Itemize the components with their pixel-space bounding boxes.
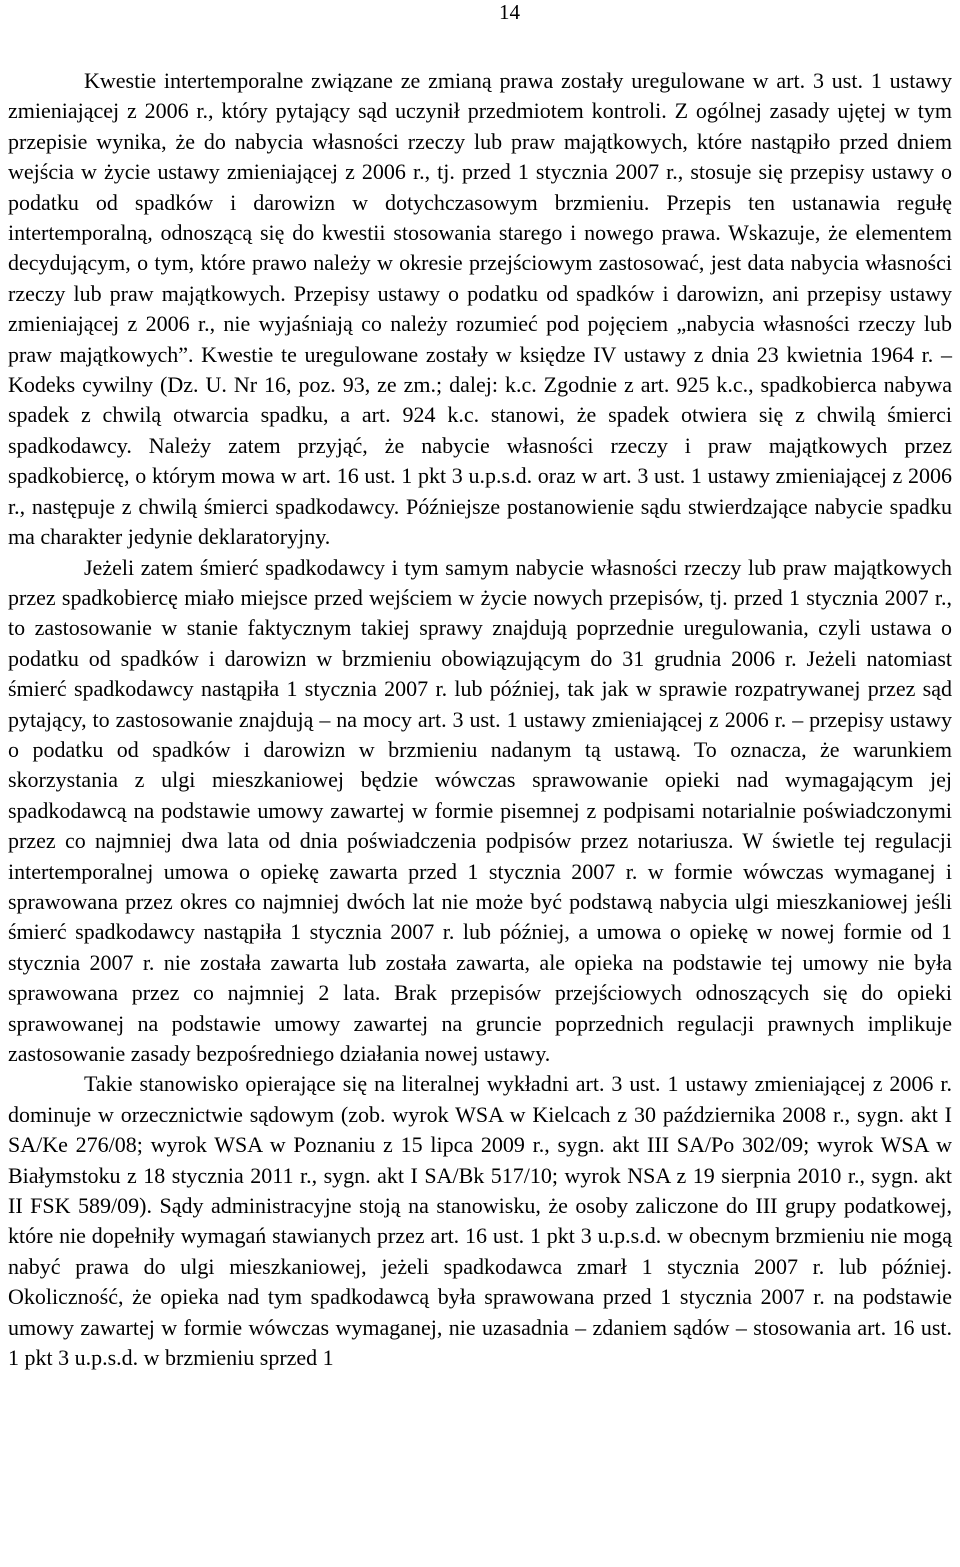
- paragraph-intertemporal-rules: Kwestie intertemporalne związane ze zmianą prawa zostały uregulowane w art. 3 ust. 1 ustawy zmieniającej z 2006 r., który pytający sąd uczynił przedmiotem kontroli. Z ogólnej zasady ujętej w tym przepisie wynika, że do nabycia własności rzeczy lub praw majątkowych, które nastąpiło przed dniem wejścia w życie ustawy zmieniającej z 2006 r., tj. przed 1 stycznia 2007 r., stosuje się przepisy ustawy o podatku od spadków i darowizn w dotychczasowym brzmieniu. Przepis ten ustanawia regułę intertemporalną, odnoszącą się do kwestii stosowania starego i nowego prawa. Wskazuje, że elementem decydującym, o tym, które prawo należy w okresie przejściowym zastosować, jest data nabycia własności rzeczy lub praw majątkowych. Przepisy ustawy o podatku od spadków i darowizn, ani przepisy ustawy zmieniającej z 2006 r., nie wyjaśniają co należy rozumieć pod pojęciem „nabycia własności rzeczy lub praw majątkowych”. Kwestie te uregulowane zostały w księdze IV ustawy z dnia 23 kwietnia 1964 r. – Kodeks cywilny (Dz. U. Nr 16, poz. 93, ze zm.; dalej: k.c. Zgodnie z art. 925 k.c., spadkobierca nabywa spadek z chwilą otwarcia spadku, a art. 924 k.c. stanowi, że spadek otwiera się z chwilą śmierci spadkodawcy. Należy zatem przyjąć, że nabycie własności rzeczy i praw majątkowych przez spadkobiercę, o którym mowa w art. 16 ust. 1 pkt 3 u.p.s.d. oraz w art. 3 ust. 1 ustawy zmieniającej z 2006 r., następuje z chwilą śmierci spadkodawcy. Późniejsze postanowienie sądu stwierdzające nabycie spadku ma charakter jedynie deklaratoryjny.: [8, 68, 952, 550]
- page-number: 14: [499, 0, 520, 24]
- document-body: [8, 66, 952, 1373]
- paragraph-case-law: Takie stanowisko opierające się na literalnej wykładni art. 3 ust. 1 ustawy zmieniającej z 2006 r. dominuje w orzecznictwie sądowym (zob. wyrok WSA w Kielcach z 30 października 2008 r., sygn. akt I SA/Ke 276/08; wyrok WSA w Poznaniu z 15 lipca 2009 r., sygn. akt III SA/Po 302/09; wyrok WSA w Białymstoku z 18 stycznia 2011 r., sygn. akt I SA/Bk 517/10; wyrok NSA z 19 sierpnia 2010 r., sygn. akt II FSK 589/09). Sądy administracyjne stoją na stanowisku, że osoby zaliczone do III grupy podatkowej, które nie dopełniły wymagań stawianych przez art. 16 ust. 1 pkt 3 u.p.s.d. w obecnym brzmieniu nie mogą nabyć prawa do ulgi mieszkaniowej, jeżeli spadkodawca zmarł 1 stycznia 2007 r. lub później. Okoliczność, że opieka nad tym spadkodawcą była sprawowana przed 1 stycznia 2007 r. na podstawie umowy zawartej w formie wówczas wymaganej, nie uzasadnia – zdaniem sądów – stosowania art. 16 ust. 1 pkt 3 u.p.s.d. w brzmieniu sprzed 1: [8, 1071, 952, 1371]
- paragraph-death-before-2007: Jeżeli zatem śmierć spadkodawcy i tym samym nabycie własności rzeczy lub praw majątkowych przez spadkobiercę miało miejsce przed wejściem w życie nowych przepisów, tj. przed 1 stycznia 2007 r., to zastosowanie w stanie faktycznym takiej sprawy znajdują poprzednie uregulowania, czyli ustawa o podatku od spadków i darowizn w brzmieniu obowiązującym do 31 grudnia 2006 r. Jeżeli natomiast śmierć spadkodawcy nastąpiła 1 stycznia 2007 r. lub później, tak jak w sprawie rozpatrywanej przez sąd pytający, to zastosowanie znajdują – na mocy art. 3 ust. 1 ustawy zmieniającej z 2006 r. – przepisy ustawy o podatku od spadków i darowizn w brzmieniu nadanym tą ustawą. To oznacza, że warunkiem skorzystania z ulgi mieszkaniowej będzie wówczas sprawowanie opieki nad wymagającym jej spadkodawcą na podstawie umowy zawartej w formie pisemnej z podpisami notarialnie poświadczonymi przez co najmniej dwa lata od dnia poświadczenia podpisów przez notariusza. W świetle tej regulacji intertemporalnej umowa o opiekę zawarta przed 1 stycznia 2007 r. w formie wówczas wymaganej i sprawowana przez okres co najmniej dwóch lat nie może być podstawą nabycia ulgi mieszkaniowej jeśli śmierć spadkodawcy nastąpiła 1 stycznia 2007 r. lub później, a umowa o opiekę w nowej formie od 1 stycznia 2007 r. nie została zawarta lub została zawarta, ale opieka na podstawie tej umowy nie była sprawowana przez co najmniej 2 lata. Brak przepisów przejściowych odnoszących się do opieki sprawowanej na podstawie umowy zawartej na gruncie poprzednich regulacji prawnych implikuje zastosowanie zasady bezpośredniego działania nowej ustawy.: [8, 554, 952, 1066]
